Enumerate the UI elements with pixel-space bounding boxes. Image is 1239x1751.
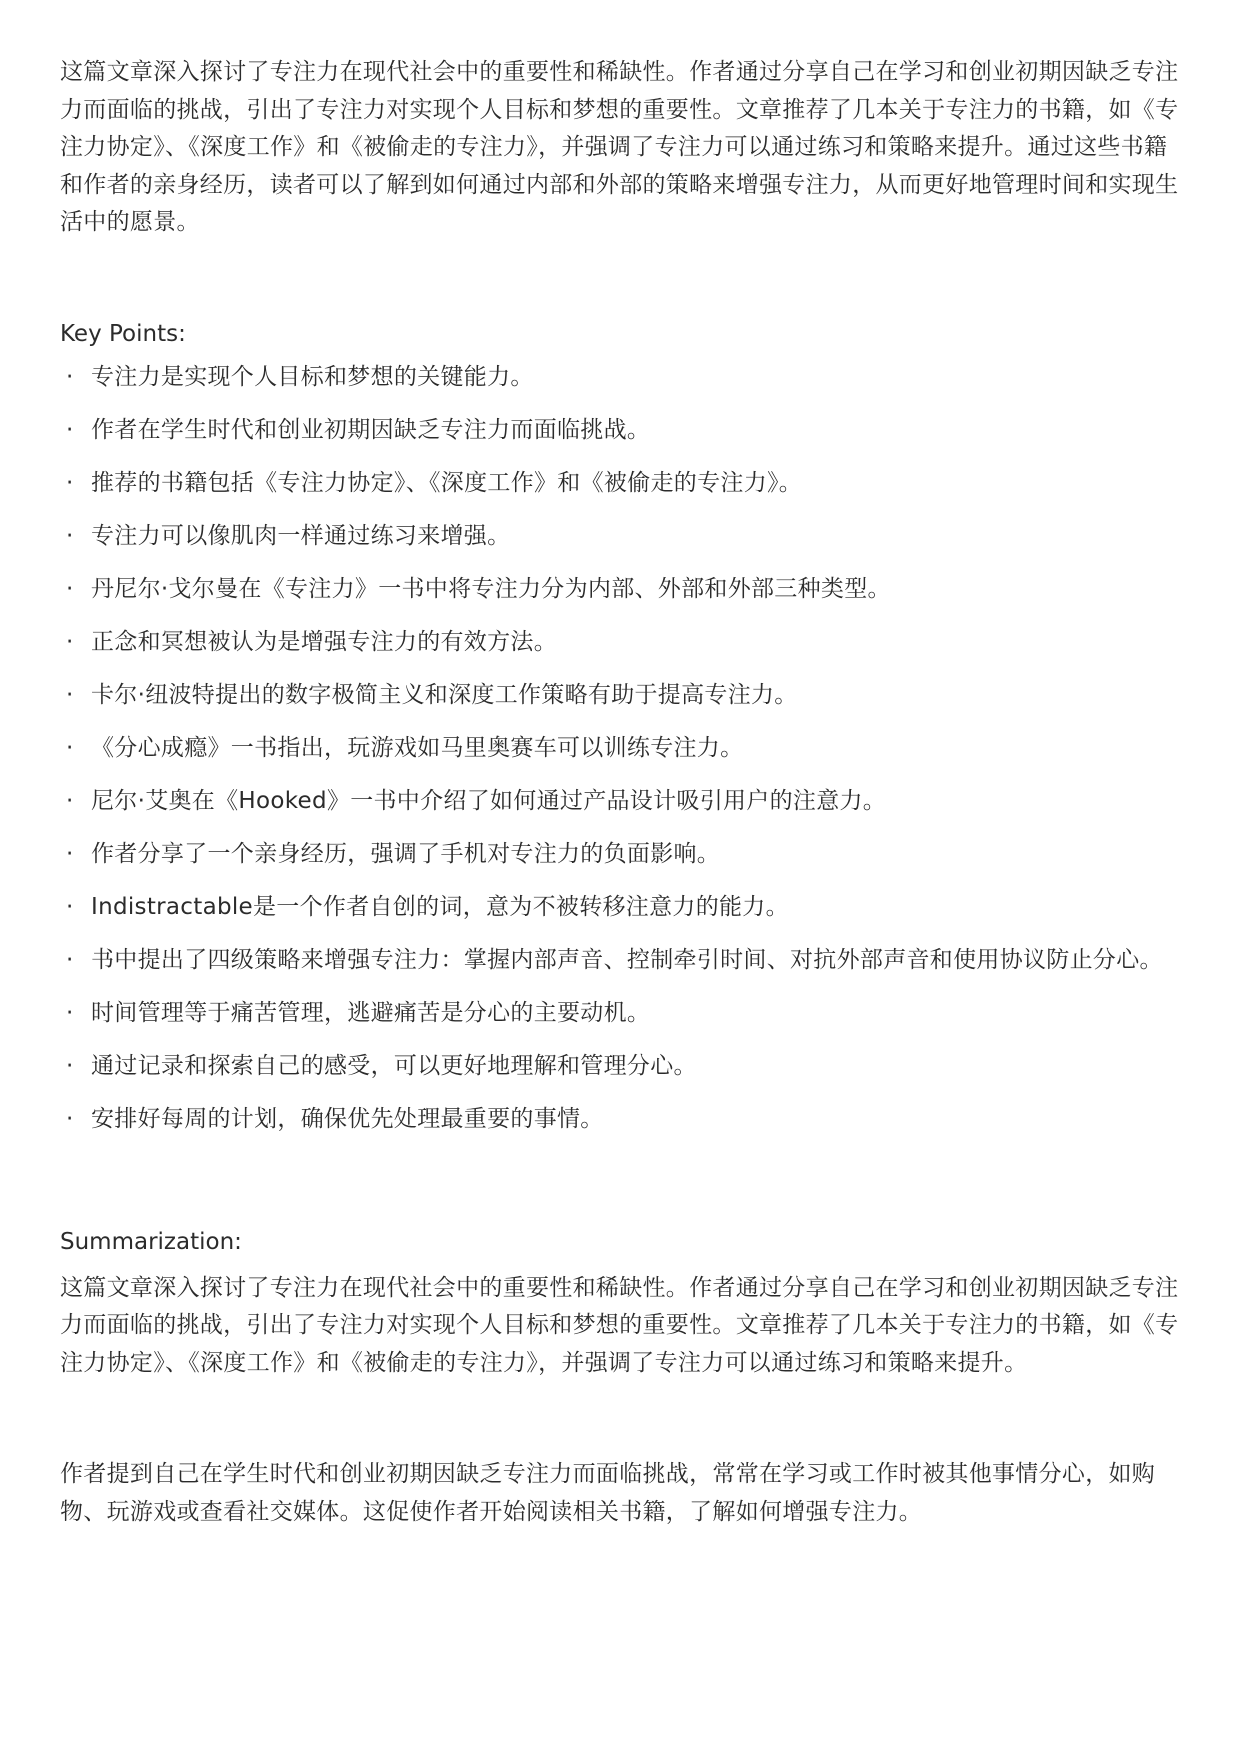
list-item [60,942,1180,980]
list-item [60,571,1180,609]
list-item-text: 推荐的书籍包括《专注力协定》、《深度工作》和《被偷走的专注力》。 [91,470,803,496]
list-item [60,677,1180,715]
list-item-text: Indistractable是一个作者自创的词，意为不被转移注意力的能力。 [91,894,789,920]
list-item-text: 专注力是实现个人目标和梦想的关键能力。 [91,364,534,390]
bullet-dot: · [66,1053,74,1079]
bullet-dot: · [66,470,74,496]
bullet-dot: · [66,947,74,973]
document-page [60,54,1180,1531]
list-item-text: 正念和冥想被认为是增强专注力的有效方法。 [91,629,557,655]
list-item [60,412,1180,450]
bullet-dot: · [66,788,74,814]
list-item [60,836,1180,874]
list-item [60,359,1180,397]
summarization-heading: Summarization: [60,1229,242,1255]
intro-paragraph: 这篇文章深入探讨了专注力在现代社会中的重要性和稀缺性。作者通过分享自己在学习和创业初期因缺乏专注力而面临的挑战，引出了专注力对实现个人目标和梦想的重要性。文章推荐了几本关于专注力的书籍，如《专注力协定》、《深度工作》和《被偷走的专注力》，并强调了专注力可以通过练习和策略来提升。通过这些书籍和作者的亲身经历，读者可以了解到如何通过内部和外部的策略来增强专注力，从而更好地管理时间和实现生活中的愿景。 [60,59,1179,235]
list-item [60,518,1180,556]
list-item-text: 尼尔·艾奥在《Hooked》一书中介绍了如何通过产品设计吸引用户的注意力。 [91,788,887,814]
list-item-text: 专注力可以像肌肉一样通过练习来增强。 [91,523,511,549]
section-spacer [60,1154,1180,1224]
list-item [60,730,1180,768]
key-points-heading: Key Points: [60,320,186,347]
list-item [60,1101,1180,1139]
list-item [60,465,1180,503]
bullet-dot: · [66,682,74,708]
summary-paragraph-2: 作者提到自己在学生时代和创业初期因缺乏专注力而面临挑战，常常在学习或工作时被其他事情分心，如购物、玩游戏或查看社交媒体。这促使作者开始阅读相关书籍，了解如何增强专注力。 [60,1461,1156,1525]
list-item-text: 时间管理等于痛苦管理，逃避痛苦是分心的主要动机。 [91,1000,651,1026]
bullet-dot: · [66,1000,74,1026]
list-item-text: 书中提出了四级策略来增强专注力：掌握内部声音、控制牵引时间、对抗外部声音和使用协议防止分心。 [91,947,1163,973]
list-item [60,995,1180,1033]
bullet-dot: · [66,523,74,549]
list-item-text: 作者在学生时代和创业初期因缺乏专注力而面临挑战。 [91,417,651,443]
bullet-dot: · [66,1106,74,1132]
bullet-dot: · [66,364,74,390]
list-item-text: 安排好每周的计划，确保优先处理最重要的事情。 [91,1106,604,1132]
summary-paragraph-1: 这篇文章深入探讨了专注力在现代社会中的重要性和稀缺性。作者通过分享自己在学习和创业初期因缺乏专注力而面临的挑战，引出了专注力对实现个人目标和梦想的重要性。文章推荐了几本关于专注力的书籍，如《专注力协定》、《深度工作》和《被偷走的专注力》，并强调了专注力可以通过练习和策略来提升。 [60,1274,1179,1376]
bullet-dot: · [66,576,74,602]
list-item-text: 丹尼尔·戈尔曼在《专注力》一书中将专注力分为内部、外部和外部三种类型。 [91,576,891,602]
bullet-dot: · [66,735,74,761]
section-spacer [60,242,1180,316]
bullet-dot: · [66,841,74,867]
list-item [60,624,1180,662]
list-item-text: 《分心成瘾》一书指出，玩游戏如马里奥赛车可以训练专注力。 [91,735,744,761]
list-item-text: 作者分享了一个亲身经历，强调了手机对专注力的负面影响。 [91,841,721,867]
list-item [60,1048,1180,1086]
bullet-dot: · [66,629,74,655]
list-item [60,889,1180,927]
bullet-dot: · [66,894,74,920]
list-item [60,783,1180,821]
list-item-text: 通过记录和探索自己的感受，可以更好地理解和管理分心。 [91,1053,697,1079]
list-item-text: 卡尔·纽波特提出的数字极简主义和深度工作策略有助于提高专注力。 [91,682,798,708]
paragraph-spacer [60,1382,1180,1456]
bullet-dot: · [66,417,74,443]
key-points-list [60,359,1180,1139]
